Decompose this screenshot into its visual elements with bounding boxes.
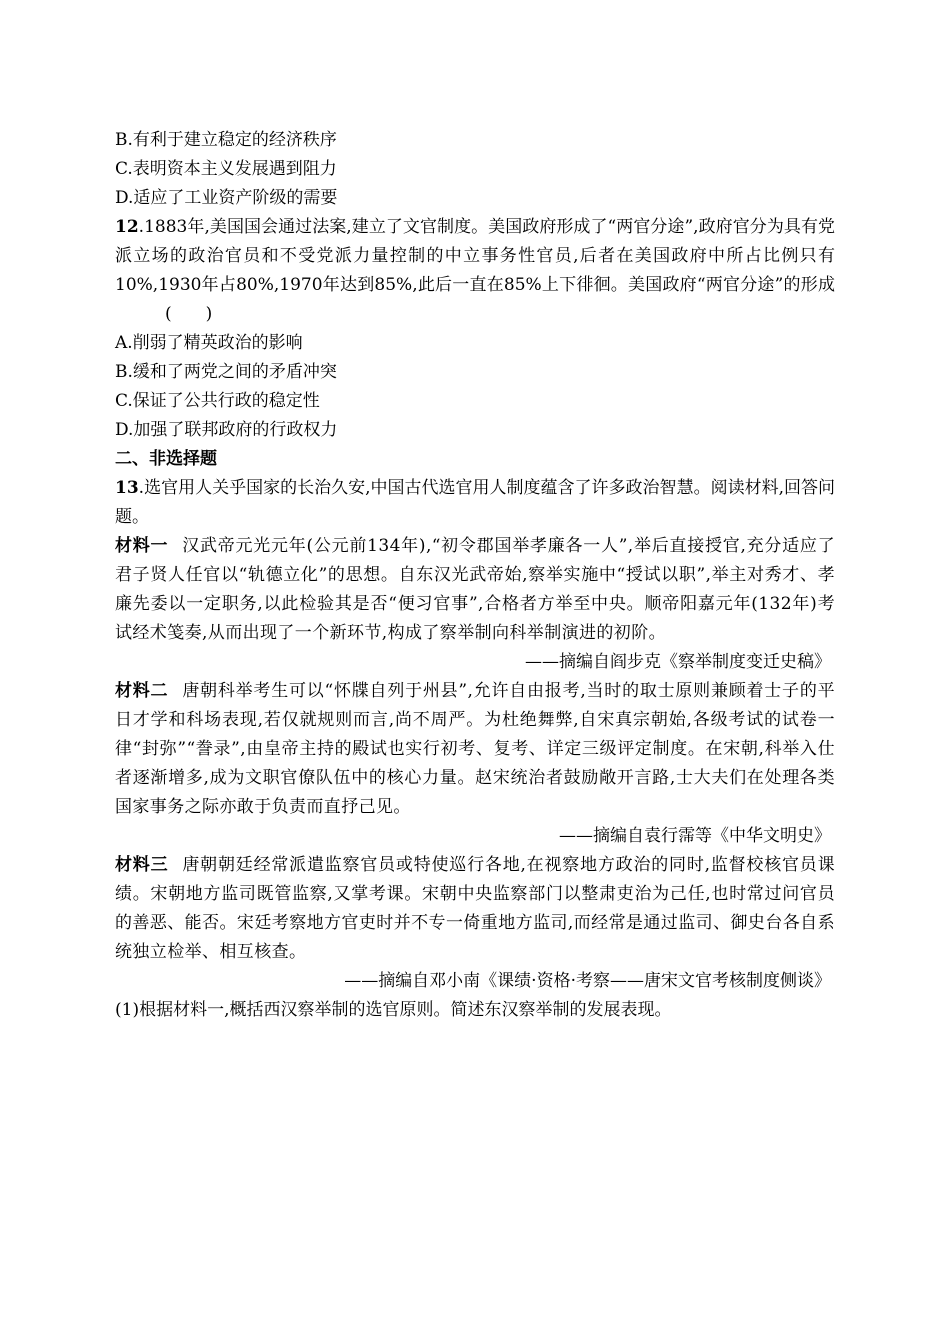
q13-number: 13 [115, 478, 139, 498]
q12-option-c: C.保证了公共行政的稳定性 [115, 391, 320, 411]
q13-sub-question-1: (1)根据材料一,概括西汉察举制的选官原则。简述东汉察举制的发展表现。 [115, 1000, 672, 1020]
q12-option-a: A.削弱了精英政治的影响 [115, 333, 303, 353]
q12-option-b: B.缓和了两党之间的矛盾冲突 [115, 362, 337, 382]
material-1-text: 汉武帝元光元年(公元前134年),“初令郡国举孝廉各一人”,举后直接授官,充分适应了君子贤人任官以“轨德立化”的思想。自东汉光武帝始,察举实施中“授试以职”,举主对秀才、孝廉先委以一定职务,以此检验其是否“便习官事”,合格者方举至中央。顺帝阳嘉元年(132年)考试经术笺奏,从而出现了一个新环节,构成了察举制向科举制演进的初阶。 [115, 536, 836, 643]
material-3-source: ——摘编自邓小南《课绩·资格·考察——唐宋文官考核制度侧谈》 [344, 971, 831, 991]
q12-answer-blank: ( ) [165, 304, 213, 324]
material-1-label: 材料一 [115, 536, 169, 556]
material-1 [115, 532, 835, 648]
material-1-source: ——摘编自阎步克《察举制度变迁史稿》 [525, 652, 831, 672]
section-title: 二、非选择题 [115, 449, 217, 469]
q12-number: 12 [115, 217, 139, 237]
q11-option-b: B.有利于建立稳定的经济秩序 [115, 130, 337, 150]
q11-option-c: C.表明资本主义发展遇到阻力 [115, 159, 337, 179]
material-2-source: ——摘编自袁行霈等《中华文明史》 [559, 826, 831, 846]
exam-page [115, 126, 835, 1025]
material-3-text: 唐朝朝廷经常派遣监察官员或特使巡行各地,在视察地方政治的同时,监督校核官员课绩。宋朝地方监司既管监察,又掌考课。宋朝中央监察部门以整肃吏治为己任,也时常过问官员的善恶、能否。宋廷考察地方官吏时并不专一倚重地方监司,而经常是通过监司、御史台各自系统独立检举、相互核查。 [115, 855, 835, 962]
material-3 [115, 851, 835, 967]
q13-stem [115, 474, 835, 532]
q13-stem-text: .选官用人关乎国家的长治久安,中国古代选官用人制度蕴含了许多政治智慧。阅读材料,回答问题。 [115, 478, 835, 527]
material-2 [115, 677, 835, 822]
material-3-label: 材料三 [115, 855, 169, 875]
q11-option-d: D.适应了工业资产阶级的需要 [115, 188, 338, 208]
material-2-text: 唐朝科举考生可以“怀牒自列于州县”,允许自由报考,当时的取士原则兼顾着士子的平日才学和科场表现,若仅就规则而言,尚不周严。为杜绝舞弊,自宋真宗朝始,各级考试的试卷一律“封弥”“誊录”,由皇帝主持的殿试也实行初考、复考、详定三级评定制度。在宋朝,科举入仕者逐渐增多,成为文职官僚队伍中的核心力量。赵宋统治者鼓励敞开言路,士大夫们在处理各类国家事务之际亦敢于负责而直抒己见。 [115, 681, 835, 817]
q12-stem-text: .1883年,美国国会通过法案,建立了文官制度。美国政府形成了“两官分途”,政府官分为具有党派立场的政治官员和不受党派力量控制的中立事务性官员,后者在美国政府中所占比例只有10%,1930年占80%,1970年达到85%,此后一直在85%上下徘徊。美国政府“两官分途”的形成 [115, 217, 835, 295]
q12-option-d: D.加强了联邦政府的行政权力 [115, 420, 338, 440]
q12-stem [115, 213, 835, 329]
material-2-label: 材料二 [115, 681, 169, 701]
